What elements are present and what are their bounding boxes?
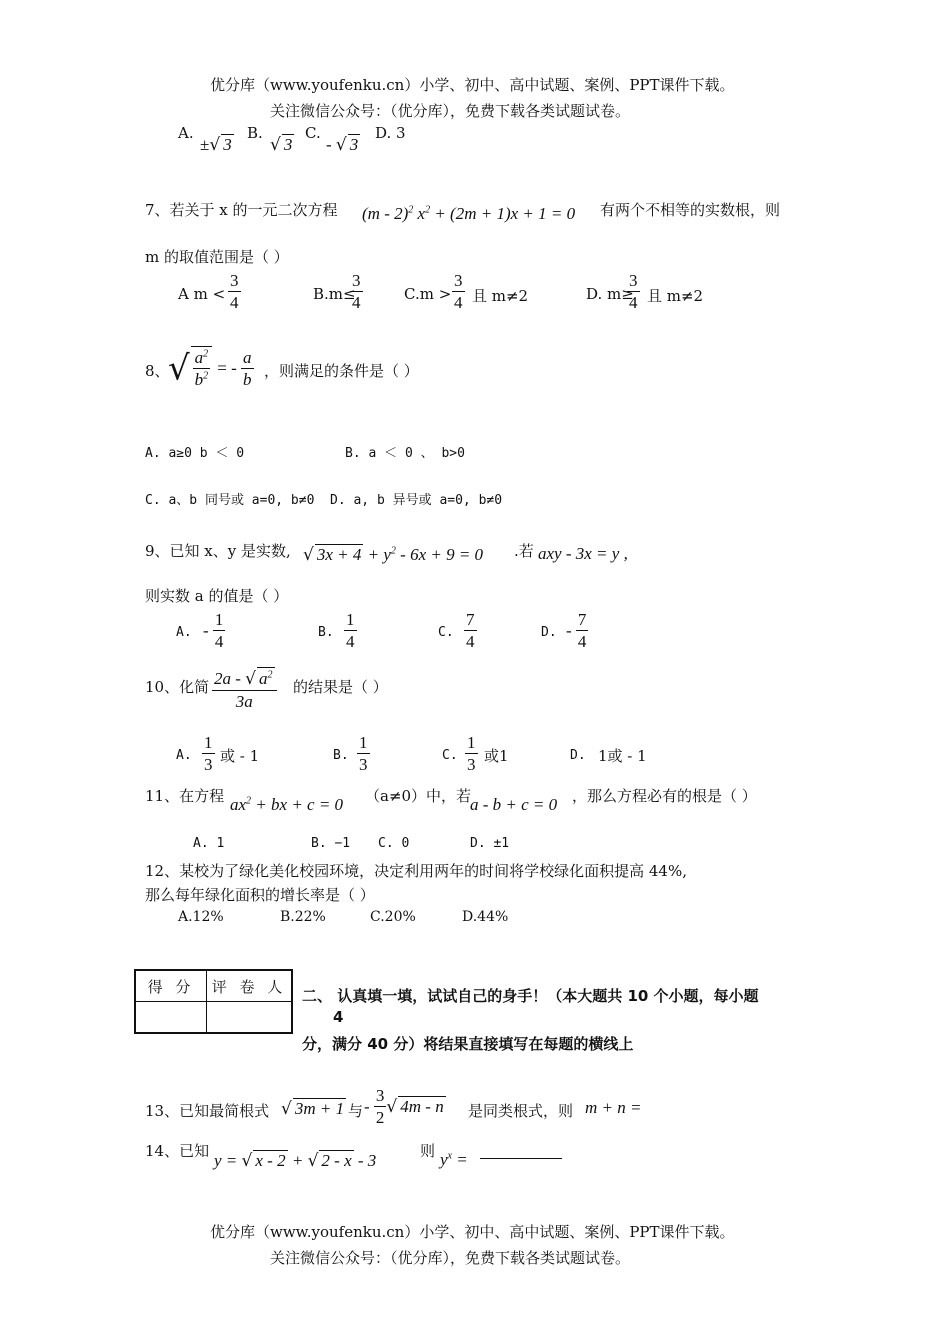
q13-suffix: 是同类根式，则 <box>468 1102 574 1120</box>
q6-option-c-label: C. <box>305 124 321 142</box>
q14-answer-blank[interactable] <box>480 1158 562 1159</box>
q7-option-c-fraction: $\frac{3}{4}$ <box>454 271 463 313</box>
q11-prefix: 11、在方程 <box>145 787 225 805</box>
q9-option-b: B. <box>318 625 334 640</box>
q14-mid: 则 <box>420 1142 436 1160</box>
q10-option-a-tail: 或 - 1 <box>220 747 260 765</box>
q7-line-2: m 的取值范围是（ ） <box>145 248 289 266</box>
q12-option-c: C.20% <box>370 909 416 925</box>
q7-prefix: 7、若关于 x 的一元二次方程 <box>145 201 338 219</box>
q8-number: 8、 <box>145 362 170 380</box>
q10-option-b-fraction: $\frac{1}{3}$ <box>359 733 368 775</box>
q10-option-c-tail: 或1 <box>484 747 509 765</box>
score-header: 得 分 <box>135 970 207 1002</box>
q12-option-d: D.44% <box>462 909 509 925</box>
q9-option-c-value: $\frac{7}{4}$ <box>466 610 475 652</box>
q8-option-d: D. a, b 异号或 a=0, b≠0 <box>330 493 503 508</box>
q9-option-b-value: $\frac{1}{4}$ <box>346 610 355 652</box>
q8-suffix: ，则满足的条件是（ ） <box>264 362 419 380</box>
q12-option-a: A.12% <box>178 909 224 925</box>
q7-option-a-fraction: $\frac{3}{4}$ <box>230 271 239 313</box>
score-cell[interactable] <box>135 1002 207 1034</box>
q11-mid: （a≠0）中，若 <box>365 787 472 805</box>
q9-equation: √ $3x + 4 + y^2 - 6x + 9 = 0$ <box>303 545 484 565</box>
q7-equation: (m - 2)$^2$ $x^2 + (2m + 1)x + 1 = 0$ <box>362 204 576 223</box>
q8-option-b: B. a ＜ 0 、 b>0 <box>345 446 465 461</box>
q8-option-a: A. a≥0 b ＜ 0 <box>145 446 245 461</box>
q13-mid: 与 <box>348 1102 364 1120</box>
q7-suffix: 有两个不相等的实数根，则 <box>600 201 781 219</box>
q8-option-c: C. a、b 同号或 a=0, b≠0 <box>145 493 315 508</box>
q14-prefix: 14、已知 <box>145 1142 210 1160</box>
q14-equation: y = √ x - 2 + √ 2 - x - 3 <box>214 1151 377 1171</box>
section-2-line-2: 4 <box>333 1008 344 1026</box>
q9-line-2: 则实数 a 的值是（ ） <box>145 587 289 605</box>
q13-answer-expression: m + n = <box>585 1098 642 1117</box>
q7-option-b: B.m≤ <box>313 285 356 303</box>
q7-option-d-fraction: $\frac{3}{4}$ <box>629 271 638 313</box>
q10-option-b: B. <box>333 748 349 763</box>
section-2-line-3: 分，满分 40 分）将结果直接填写在每题的横线上 <box>302 1035 634 1053</box>
q11-option-c: C. 0 <box>378 836 410 851</box>
q14-answer-expression: $y^x$ = <box>440 1150 468 1169</box>
header-line-2: 关注微信公众号：（优分库），免费下载各类试题试卷。 <box>270 102 631 120</box>
q7-option-c: C.m > <box>404 285 452 303</box>
q7-option-b-fraction: $\frac{3}{4}$ <box>352 271 361 313</box>
q11-condition: a - b + c = 0 <box>470 795 558 814</box>
q9-option-a-value: - $\frac{1}{4}$ <box>203 610 224 652</box>
q7-option-c-tail: 且 m≠2 <box>472 287 529 305</box>
q10-option-d-body: 1或 - 1 <box>598 747 647 765</box>
q12-line-2: 那么每年绿化面积的增长率是（ ） <box>145 886 375 904</box>
q10-option-a-fraction: $\frac{1}{3}$ <box>204 733 213 775</box>
q9-prefix: 9、已知 x、y 是实数, <box>145 542 291 560</box>
q11-option-a: A. 1 <box>193 836 225 851</box>
q11-option-b: B. −1 <box>311 836 351 851</box>
section-2-line-1: 二、 认真填一填，试试自己的身手！（本大题共 10 个小题，每小题 <box>302 987 759 1005</box>
q6-option-b-label: B. <box>247 124 263 142</box>
q9-condition: axy - 3x = y , <box>538 544 628 563</box>
q13-radical-2: - $\frac{3}{2}$ √ 4m - n <box>364 1086 444 1128</box>
q9-option-d-value: - $\frac{7}{4}$ <box>566 610 587 652</box>
q10-prefix: 10、化简 <box>145 678 210 696</box>
q6-option-d: D. 3 <box>375 124 406 142</box>
q13-prefix: 13、已知最简根式 <box>145 1102 270 1120</box>
q9-option-a: A. <box>176 625 192 640</box>
q11-equation: $ax^2$ + bx + c = 0 <box>230 795 344 814</box>
q10-option-a: A. <box>176 748 192 763</box>
q7-option-a: A m < <box>178 285 226 303</box>
header-line-1: 优分库（www.youfenku.cn）小学、初中、高中试题、案例、PPT课件下载。 <box>210 76 735 94</box>
q12-line-1: 12、某校为了绿化美化校园环境，决定利用两年的时间将学校绿化面积提高 44%, <box>145 862 687 880</box>
q10-option-c: C. <box>442 748 458 763</box>
q8-equation: √ $\frac{a^2}{b^2}$ = - $\frac{a}{b}$ <box>168 347 252 390</box>
q10-expression: $\frac{2a - √ a^2}{3a}$ <box>212 667 277 713</box>
q6-option-a-math: ±√ 3 <box>200 135 232 155</box>
q9-option-d: D. <box>541 625 557 640</box>
q6-option-a-label: A. <box>178 124 194 142</box>
footer-line-2: 关注微信公众号：（优分库），免费下载各类试题试卷。 <box>270 1249 631 1267</box>
q11-option-d: D. ±1 <box>470 836 510 851</box>
q6-option-b-math: √ 3 <box>270 135 293 155</box>
grader-cell[interactable] <box>207 1002 293 1034</box>
footer-line-1: 优分库（www.youfenku.cn）小学、初中、高中试题、案例、PPT课件下载。 <box>210 1223 735 1241</box>
q11-suffix: ，那么方程必有的根是（ ） <box>572 787 757 805</box>
q13-radical-1: √ 3m + 1 <box>281 1099 345 1119</box>
q10-option-d: D. <box>570 748 586 763</box>
score-table <box>134 969 293 1034</box>
q7-option-d: D. m≥ <box>586 285 634 303</box>
grader-header: 评 卷 人 <box>207 970 293 1002</box>
q10-option-c-fraction: $\frac{1}{3}$ <box>467 733 476 775</box>
q10-suffix: 的结果是（ ） <box>293 678 388 696</box>
q9-mid: .若 <box>514 542 534 560</box>
q6-option-c-math: - √ 3 <box>326 135 359 155</box>
q9-option-c: C. <box>438 625 454 640</box>
q7-option-d-tail: 且 m≠2 <box>647 287 704 305</box>
q12-option-b: B.22% <box>280 909 326 925</box>
